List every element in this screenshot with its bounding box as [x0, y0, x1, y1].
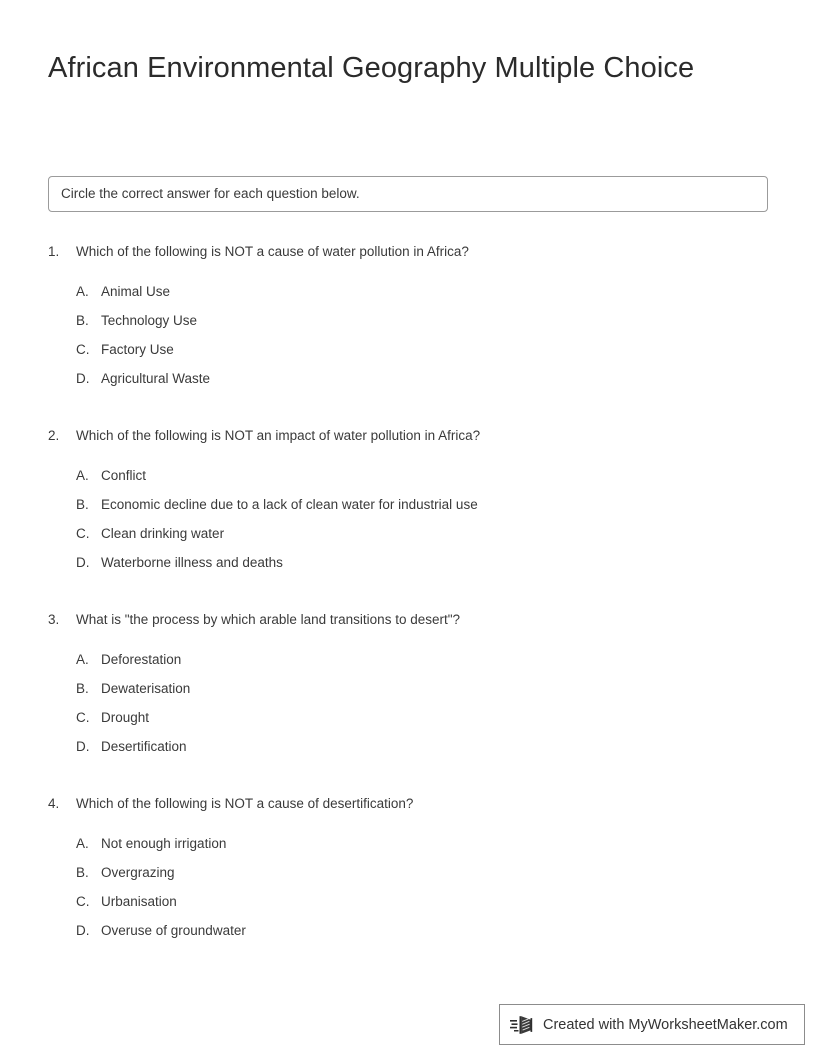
option-letter: A. [76, 468, 89, 483]
option-letter: D. [76, 739, 90, 754]
question-number: 2. [48, 428, 60, 443]
option-letter: B. [76, 865, 89, 880]
option-text: Overgrazing [101, 865, 175, 880]
question-text: Which of the following is NOT a cause of water pollution in Africa? [76, 244, 469, 259]
option-text: Not enough irrigation [101, 836, 227, 851]
option-row[interactable] [0, 834, 816, 863]
option-text: Technology Use [101, 313, 198, 328]
question-number: 3. [48, 612, 60, 627]
option-letter: B. [76, 681, 89, 696]
question-text: What is "the process by which arable land transitions to desert"? [76, 612, 461, 627]
question-row [0, 242, 816, 262]
option-list [0, 282, 816, 398]
instruction-text: Circle the correct answer for each question below. [61, 186, 360, 201]
option-row[interactable] [0, 892, 816, 921]
option-text: Desertification [101, 739, 187, 754]
option-letter: C. [76, 342, 90, 357]
option-text: Animal Use [101, 284, 171, 299]
option-letter: D. [76, 555, 90, 570]
question-block [0, 426, 816, 582]
option-text: Waterborne illness and deaths [101, 555, 283, 570]
question-row [0, 794, 816, 814]
option-row[interactable] [0, 466, 816, 495]
option-text: Conflict [101, 468, 147, 483]
option-text: Clean drinking water [101, 526, 225, 541]
option-row[interactable] [0, 282, 816, 311]
option-list [0, 650, 816, 766]
question-number: 1. [48, 244, 60, 259]
option-row[interactable] [0, 679, 816, 708]
option-text: Dewaterisation [101, 681, 191, 696]
option-letter: B. [76, 313, 89, 328]
footer-badge-text: Created with MyWorksheetMaker.com [543, 1016, 788, 1033]
option-text: Agricultural Waste [101, 371, 211, 386]
option-letter: A. [76, 652, 89, 667]
option-row[interactable] [0, 495, 816, 524]
question-text: Which of the following is NOT an impact of water pollution in Africa? [76, 428, 481, 443]
option-row[interactable] [0, 340, 816, 369]
option-row[interactable] [0, 369, 816, 398]
option-list [0, 466, 816, 582]
option-row[interactable] [0, 311, 816, 340]
option-letter: B. [76, 497, 89, 512]
option-text: Drought [101, 710, 150, 725]
option-row[interactable] [0, 708, 816, 737]
option-text: Urbanisation [101, 894, 177, 909]
option-letter: C. [76, 710, 90, 725]
option-letter: D. [76, 371, 90, 386]
option-letter: A. [76, 284, 89, 299]
worksheet-maker-logo-icon [510, 1013, 536, 1037]
option-text: Economic decline due to a lack of clean water for industrial use [101, 497, 478, 512]
option-letter: A. [76, 836, 89, 851]
instruction-box [48, 176, 768, 212]
option-letter: C. [76, 894, 90, 909]
option-row[interactable] [0, 524, 816, 553]
option-text: Deforestation [101, 652, 182, 667]
option-letter: C. [76, 526, 90, 541]
option-row[interactable] [0, 553, 816, 582]
question-row [0, 426, 816, 446]
option-list [0, 834, 816, 950]
questions-list [0, 242, 816, 978]
footer-badge[interactable] [499, 1004, 805, 1045]
option-letter: D. [76, 923, 90, 938]
question-block [0, 242, 816, 398]
option-text: Factory Use [101, 342, 174, 357]
option-text: Overuse of groundwater [101, 923, 246, 938]
question-row [0, 610, 816, 630]
question-block [0, 610, 816, 766]
option-row[interactable] [0, 921, 816, 950]
question-block [0, 794, 816, 950]
question-number: 4. [48, 796, 60, 811]
option-row[interactable] [0, 863, 816, 892]
question-text: Which of the following is NOT a cause of desertification? [76, 796, 414, 811]
option-row[interactable] [0, 737, 816, 766]
page-title: African Environmental Geography Multiple Choice [48, 52, 695, 84]
option-row[interactable] [0, 650, 816, 679]
